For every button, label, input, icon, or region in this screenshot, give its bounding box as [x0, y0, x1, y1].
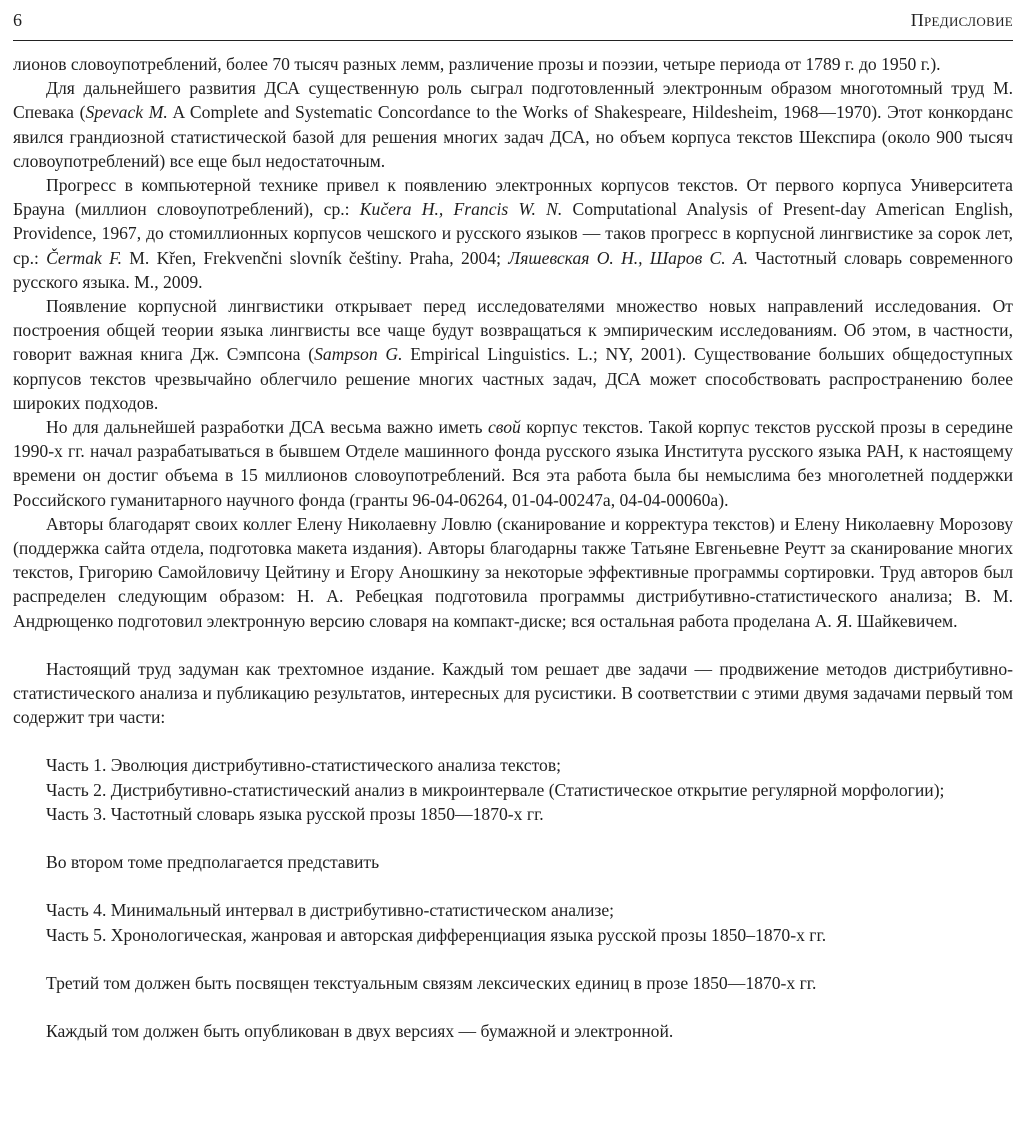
- spacer: [13, 633, 1013, 657]
- paragraph-text: Каждый том должен быть опубликован в двух версиях — бумажной и электронной.: [46, 1020, 674, 1041]
- paragraph-versions: [13, 1019, 1013, 1043]
- spacer: [13, 729, 1013, 753]
- volume1-parts-list: [13, 753, 1013, 826]
- citation-author: Ляшевская О. Н., Шаров С. А.: [508, 247, 749, 268]
- paragraph-own-corpus: [13, 415, 1013, 512]
- citation-author: Kučera H., Francis W. N.: [359, 199, 563, 220]
- text-run: M. Křen, Frekvenčni slovník češtiny. Praha, 2004;: [122, 247, 509, 268]
- running-head: Предисловие: [910, 10, 1013, 30]
- text-run: Но для дальнейшей разработки ДСА весьма важно иметь: [46, 417, 488, 438]
- volume2-parts-list: [13, 898, 1013, 946]
- text-run: Для дальнейшего развития ДСА существенную роль сыграл подготовленный электронным образом многотомный труд М. Спевака (: [13, 78, 1013, 123]
- text-run: Появление корпусной лингвистики открывает перед исследователями множество новых направлений исследования. От построения общей теории языка лингвисты все чаще будут возвращаться к эмпирическим исследованиям. Об этом, в частности, говорит важная книга Дж. Сэмпсона (: [13, 296, 1013, 365]
- text-run: Частотный словарь современного русского языка. М., 2009.: [13, 247, 1013, 292]
- list-item: Часть 4. Минимальный интервал в дистрибутивно-статистическом анализе;: [46, 900, 615, 921]
- paragraph-spevack: [13, 76, 1013, 173]
- paragraph-corpus-linguistics: [13, 294, 1013, 415]
- text-run: A Complete and Systematic Concordance to the Works of Shakespeare, Hildesheim, 1968—1970). Этот конкорданс явился грандиозной статистической базой для решения многих задач ДСА, но объем корпуса текстов Шекспира (около 900 тысяч словоупотреблений) все еще был недостаточным.: [13, 102, 1013, 171]
- list-item: Часть 2. Дистрибутивно-статистический анализ в микроинтервале (Статистическое открытие регулярной морфологии);: [46, 779, 945, 800]
- paragraph-text: Авторы благодарят своих коллег Елену Николаевну Ловлю (сканирование и корректура текстов) и Елену Николаевну Морозову (поддержка сайта отдела, подготовка макета издания). Авторы благодарны также Татьяне Евгеньевне Реутт за сканирование многих текстов, Григорию Самойловичу Цейтину и Егору Аношкину за некоторые эффективные программы сортировки. Труд авторов был распределен следующим образом: Н. А. Ребецкая подготовила программы дистрибутивно-статистического анализа; В. М. Андрющенко подготовил электронную версию словаря на компакт-диске; вся остальная работа проделана А. Я. Шайкевичем.: [13, 513, 1013, 631]
- spacer: [13, 826, 1013, 850]
- paragraph-acknowledgements: [13, 512, 1013, 633]
- paragraph-three-volumes: [13, 657, 1013, 730]
- page-body: [13, 52, 1013, 1043]
- citation-author: Čermak F.: [46, 247, 122, 268]
- paragraph-text: Во втором томе предполагается представить: [46, 852, 380, 873]
- text-run: Computational Analysis of Present-day American English, Providence, 1967, до стомиллионных корпусов чешского и русского языков — таков прогресс в корпусной лингвистике за сорок лет, ср.:: [13, 199, 1013, 268]
- list-item: Часть 1. Эволюция дистрибутивно-статистического анализа текстов;: [46, 755, 562, 776]
- paragraph-text: лионов словоупотреблений, более 70 тысяч разных лемм, различение прозы и поэзии, четыре периода от 1789 г. до 1950 г.).: [13, 54, 941, 74]
- citation-author: Spevack M.: [85, 102, 168, 123]
- text-run: корпус текстов. Такой корпус текстов русской прозы в середине 1990-х гг. начал разрабатываться в бывшем Отделе машинного фонда русского языка Института русского языка РАН, к настоящему времени он достиг объема в 15 миллионов словоупотреблений. Вся эта работа была бы немыслима без многолетней поддержки Российского гуманитарного научного фонда (гранты 96-04-06264, 01-04-00247а, 04-04-00060а).: [13, 417, 1013, 510]
- text-run: Прогресс в компьютерной технике привел к появлению электронных корпусов текстов. От первого корпуса Университета Брауна (миллион словоупотреблений), ср.:: [13, 175, 1013, 220]
- page-number: 6: [13, 10, 22, 30]
- citation-author: Sampson G.: [314, 344, 403, 365]
- spacer: [13, 947, 1013, 971]
- spacer: [13, 995, 1013, 1019]
- paragraph-text: Настоящий труд задуман как трехтомное издание. Каждый том решает две задачи — продвижение методов дистрибутивно-статистического анализа и публикацию результатов, интересных для русистики. В соответствии с этими двумя задачами первый том содержит три части:: [13, 658, 1013, 728]
- paragraph-text: Третий том должен быть посвящен текстуальным связям лексических единиц в прозе 1850—1870-х гг.: [46, 972, 817, 993]
- paragraph-corpora: [13, 173, 1013, 294]
- paragraph-continuation: [13, 52, 1013, 76]
- emphasis: свой: [487, 417, 521, 438]
- page-header: [13, 4, 1013, 41]
- list-item: Часть 3. Частотный словарь языка русской прозы 1850—1870-х гг.: [46, 803, 544, 824]
- spacer: [13, 874, 1013, 898]
- list-item: Часть 5. Хронологическая, жанровая и авторская дифференциация языка русской прозы 1850–1870-х гг.: [46, 924, 827, 945]
- paragraph-volume2-intro: [13, 850, 1013, 874]
- paragraph-volume3: [13, 971, 1013, 995]
- text-run: Empirical Linguistics. L.; NY, 2001). Существование больших общедоступных корпусов текстов чрезвычайно облегчило решение многих частных задач, ДСА может способствовать распространению более широких подходов.: [13, 344, 1013, 413]
